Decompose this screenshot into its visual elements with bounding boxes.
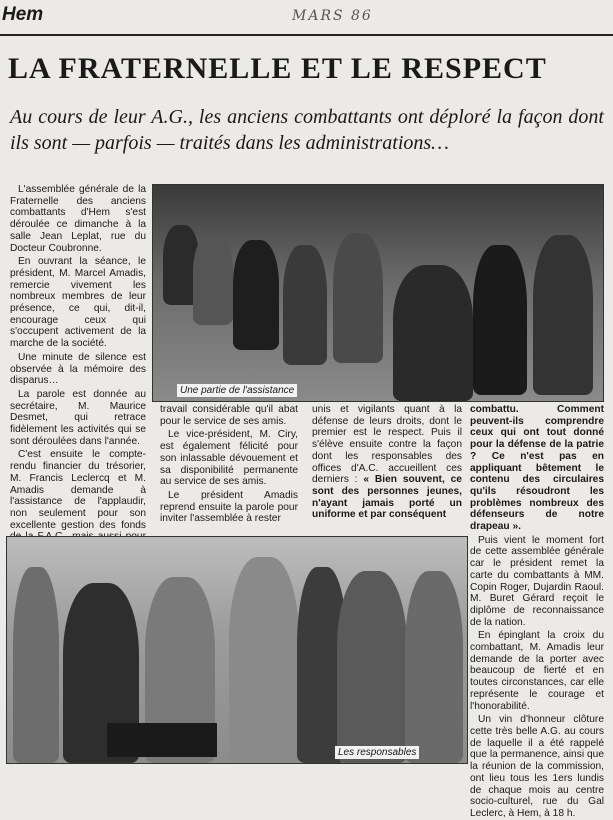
figure-silhouette — [193, 235, 233, 325]
figure-silhouette — [473, 245, 527, 395]
paragraph — [312, 404, 462, 521]
figure-silhouette — [283, 245, 327, 365]
paragraph: Une minute de silence est observée à la mémoire des disparus… — [10, 351, 146, 387]
paragraph: La parole est donnée au secrétaire, M. Maurice Desmet, qui retrace fidèlement les activités qui se sont déroulées dans l'année. — [10, 388, 146, 447]
photo-caption: Les responsables — [335, 746, 419, 759]
photo-caption: Une partie de l'assistance — [177, 384, 297, 397]
article-column-1 — [10, 184, 146, 531]
paragraph-text: unis et vigilants quant à la défense de leurs droits, dont le premier est le respect. Puis il s'élève ensuite contre la façon dont les responsables des offices d'A.C. accueillent ces derniers : — [312, 404, 462, 486]
figure-silhouette — [337, 571, 407, 763]
figure-silhouette — [333, 233, 383, 363]
paragraph: En ouvrant la séance, le président, M. Marcel Amadis, remercie vivement les nombreux membres de leur présence, ce qui, dit-il, encourage ceux qui s'occupent activement de la marche de la société. — [10, 256, 146, 350]
paragraph: C'est ensuite le compte-rendu financier du trésorier, M. Francis Leclercq et M. Amadis demande à l'assistance de l'applaudir, non seulement pour son excellente gestion des fonds — [10, 449, 146, 531]
figure-silhouette — [393, 265, 473, 401]
article-column-4 — [470, 404, 604, 819]
paragraph: travail considérable qu'il abat pour le service de ses amis. — [160, 404, 298, 427]
handwritten-date: MARS 86 — [292, 8, 373, 24]
article-column-3 — [312, 404, 462, 532]
paragraph: Puis vient le moment fort de cette assemblée générale car le président remet la carte du combattants à MM. Copin Roger, Dujardin Raoul. M. Buret Gérard reçoit le diplôme de reconnaissance de la nation. — [470, 534, 604, 628]
header-strip — [0, 0, 613, 36]
paragraph: Le vice-président, M. Ciry, est également félicité pour son inlassable dévouement et sa disponibilité permanente au service de ses amis. — [160, 429, 298, 488]
paragraph: L'assemblée générale de la Fraternelle des anciens combattants d'Hem s'est déroulée ce dimanche à la salle Jean Leplat, rue du Docteur Coubronne. — [10, 184, 146, 254]
figure-silhouette — [229, 557, 299, 763]
photo-audience — [152, 184, 604, 402]
quote-bold: combattu. Comment peuvent-ils comprendre ceux qui ont tout donné pour la défense de la patrie ? Ce n'est pas en appliquant bêtement le contenu des circulaires qu'ils résoudront les problèmes nombreux des défenseurs de notre drapeau ». — [470, 404, 604, 533]
deck-subtitle: Au cours de leur A.G., les anciens combattants ont déploré la façon dont ils sont — parfois — traités dans les administrations… — [10, 106, 604, 154]
paragraph: Un vin d'honneur clôture cette très belle A.G. au cours de laquelle il a été rappelé que la permanence, ainsi que la réunion de la commission, ont lieu tous les 1ers lundis de chaque mois au centre socio-culturel, rue du Gal Leclerc, à Hem, à 18 h. — [470, 714, 604, 819]
figure-silhouette — [533, 235, 593, 395]
headline: LA FRATERNELLE ET LE RESPECT — [8, 52, 547, 85]
quote-bold: « Bien souvent, ce sont des personnes jeunes, n'ayant jamais porté un uniforme et par conséquent — [312, 474, 462, 521]
paragraph: En épinglant la croix du combattant, M. Amadis leur demande de la porter avec beaucoup de fierté et en toutes circonstances, car elle représente le courage et l'honorabilité. — [470, 630, 604, 712]
article-column-2 — [160, 404, 298, 532]
table-object — [107, 723, 217, 757]
figure-silhouette — [13, 567, 59, 763]
figure-silhouette — [233, 240, 279, 350]
section-label: Hem — [2, 4, 44, 25]
paragraph: Le président Amadis reprend ensuite la parole pour inviter l'assemblée à rester — [160, 489, 298, 525]
photo-officials — [6, 536, 468, 764]
figure-silhouette — [405, 571, 463, 763]
